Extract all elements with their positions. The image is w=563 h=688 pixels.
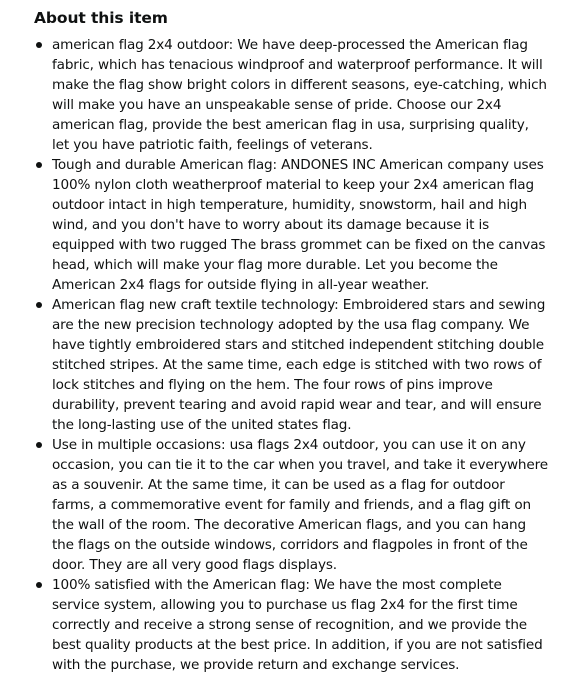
feature-bullet-list (34, 35, 549, 675)
section-title: About this item (34, 9, 168, 27)
feature-bullet-4: Use in multiple occasions: usa flags 2x4 outdoor, you can use it on any occasion, you can tie it to the car when you travel, and take it everywhere as a souvenir. At the same time, it can be used as a flag for outdoor farms, a commemorative event for family and friends, and a flag gift on the wall of the room. The decorative American flags, and you can hang the flags on the outside windows, corridors and flagpoles in front of the door. They are all very good flags displays. (52, 437, 548, 573)
feature-bullet-1: american flag 2x4 outdoor: We have deep-processed the American flag fabric, which has tenacious windproof and waterproof performance. It will make the flag show bright colors in different seasons, eye-catching, which will make you have an unspeakable sense of pride. Choose our 2x4 american flag, provide the best american flag in usa, surprising quality, let you have patriotic faith, feelings of veterans. (52, 35, 549, 155)
feature-bullet-3: American flag new craft textile technology: Embroidered stars and sewing are the new precision technology adopted by the usa flag company. We have tightly embroidered stars and stitched independent stitching double stitched stripes. At the same time, each edge is stitched with two rows of lock stitches and flying on the hem. The four rows of pins improve durability, prevent tearing and avoid rapid wear and tear, and will ensure the long-lasting use of the united states flag. (52, 295, 549, 435)
feature-bullet-5: 100% satisfied with the American flag: We have the most complete service system, allowing you to purchase us flag 2x4 for the first time correctly and receive a strong sense of recognition, and we provide the best quality products at the best price. In addition, if you are not satisfied with the purchase, we provide return and exchange services. (52, 575, 549, 675)
feature-bullet-2: Tough and durable American flag: ANDONES INC American company uses 100% nylon cloth weatherproof material to keep your 2x4 american flag outdoor intact in high temperature, humidity, snowstorm, hail and high wind, and you don't have to worry about its damage because it is equipped with two rugged The brass grommet can be fixed on the canvas head, which will make your flag more durable. Let you become the American 2x4 flags for outside flying in all-year weather. (52, 155, 549, 295)
